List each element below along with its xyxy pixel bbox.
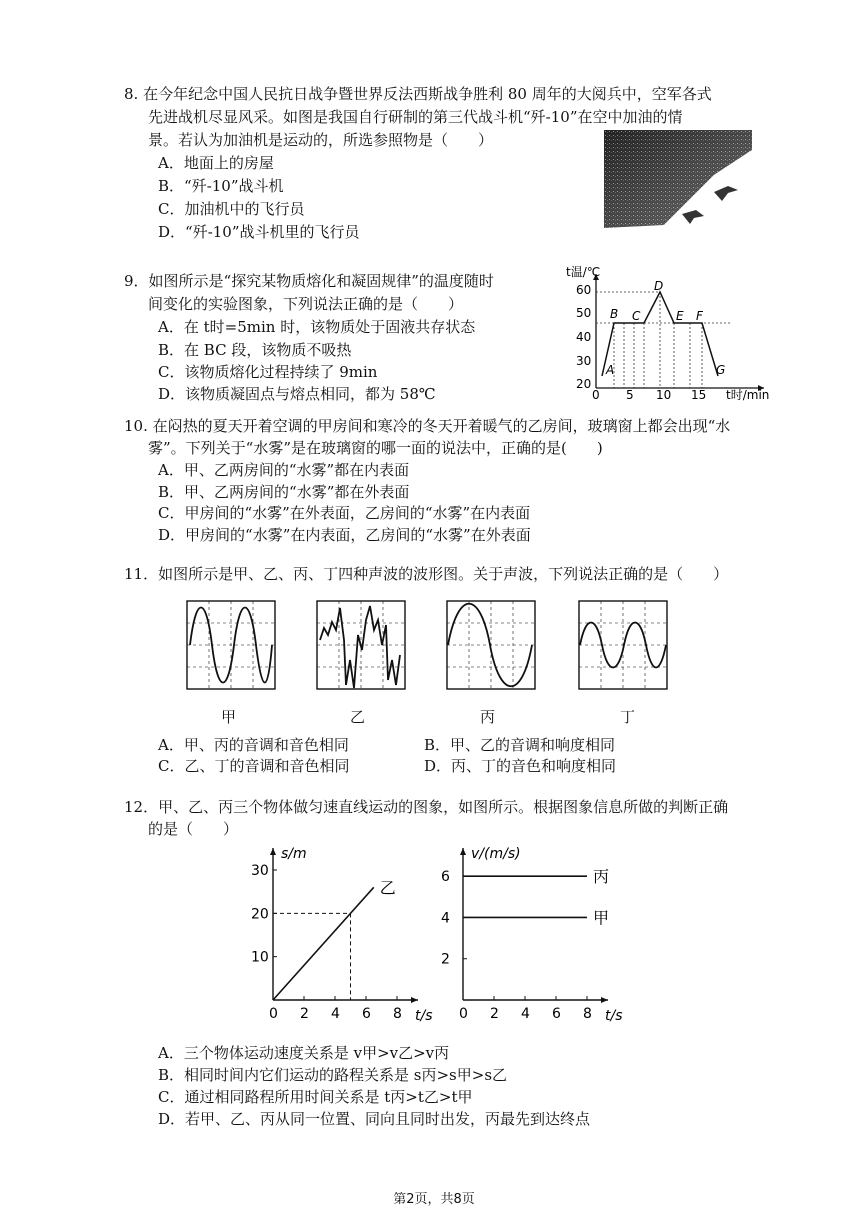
q10-option-b: B．甲、乙两房间的“水雾”都在外表面 <box>158 483 410 501</box>
series-label-0: 乙 <box>379 878 396 898</box>
q9-xlabel: t时/min <box>726 388 770 402</box>
x-tick-label: 0 <box>269 1006 278 1022</box>
refueling-photo <box>604 130 752 228</box>
x-tick-label: 8 <box>393 1006 402 1022</box>
q9-option-b: B．在 BC 段，该物质不吸热 <box>158 341 352 359</box>
q9-temperature-graph <box>566 262 776 402</box>
y-axis-arrow <box>270 848 276 855</box>
x-tick-label: 4 <box>521 1006 530 1022</box>
x-tick-label: 6 <box>552 1006 561 1022</box>
y-axis-label: s/m <box>281 846 307 862</box>
q9-option-c: C．该物质熔化过程持续了 9min <box>158 363 378 381</box>
q9-point-a: A <box>606 363 615 377</box>
x-tick-label: 4 <box>331 1006 340 1022</box>
q10-option-c: C．甲房间的“水雾”在外表面，乙房间的“水雾”在内表面 <box>158 504 531 522</box>
y-tick-label: 20 <box>251 906 269 923</box>
wave-label-jia: 甲 <box>221 708 237 726</box>
q11-option-d: D．丙、丁的音色和响度相同 <box>424 757 617 775</box>
page-footer: 第2页，共8页 <box>393 1192 475 1207</box>
q10-line2: 雾”。下列关于“水雾”是在玻璃窗的哪一面的说法中，正确的是( ) <box>148 439 603 457</box>
q11-option-a: A．甲、丙的音调和音色相同 <box>158 736 349 754</box>
q9-ytick-20: 20 <box>576 377 592 391</box>
series-label-0: 丙 <box>593 867 610 887</box>
q12-option-d: D．若甲、乙、丙从同一位置、同向且同时出发，丙最先到达终点 <box>158 1110 591 1128</box>
y-axis-arrow <box>460 848 466 855</box>
q9-point-d: D <box>654 279 664 293</box>
y-axis-label: v/(m/s) <box>471 846 521 862</box>
q9-point-f: F <box>696 309 703 323</box>
y-tick-label: 6 <box>441 869 450 886</box>
q10-option-d: D．甲房间的“水雾”在内表面，乙房间的“水雾”在外表面 <box>158 526 531 544</box>
q9-ylabel: t温/℃ <box>566 265 601 279</box>
x-tick-label: 8 <box>583 1006 592 1022</box>
q11-line1: 11．如图所示是甲、乙、丙、丁四种声波的波形图。关于声波，下列说法正确的是（ ） <box>124 565 729 583</box>
q12-option-c: C．通过相同路程所用时间关系是 t丙>t乙>t甲 <box>158 1088 473 1106</box>
q11-option-b: B．甲、乙的音调和响度相同 <box>424 736 616 754</box>
q9-ytick-60: 60 <box>576 283 592 297</box>
y-tick-label: 30 <box>251 863 269 879</box>
x-tick-label: 6 <box>362 1006 371 1022</box>
q9-xtick-15: 15 <box>691 388 707 402</box>
q9-ytick-50: 50 <box>576 306 592 320</box>
y-tick-label: 10 <box>251 949 269 966</box>
wave-bing <box>446 600 536 690</box>
q8-option-b: B．“歼-10”战斗机 <box>158 177 284 195</box>
q12-line1: 12．甲、乙、丙三个物体做匀速直线运动的图象，如图所示。根据图象信息所做的判断正确 <box>124 798 729 816</box>
x-axis-label: t/s <box>415 1008 433 1024</box>
q9-point-b: B <box>610 307 619 321</box>
q8-option-c: C．加油机中的飞行员 <box>158 200 305 218</box>
wave-label-bing: 丙 <box>480 708 496 726</box>
q9-line2: 间变化的实验图象，下列说法正确的是（ ） <box>148 295 464 313</box>
x-tick-label: 2 <box>490 1006 499 1022</box>
q9-xtick-0: 0 <box>592 388 600 402</box>
x-axis-label: t/s <box>605 1008 623 1024</box>
wave-label-ding: 丁 <box>620 708 636 726</box>
q8-option-a: A．地面上的房屋 <box>158 154 274 172</box>
q9-point-e: E <box>676 309 684 323</box>
q12-vt-chart <box>430 840 630 1025</box>
wave-label-yi: 乙 <box>350 708 366 726</box>
series-label-1: 甲 <box>593 908 610 928</box>
y-tick-label: 2 <box>441 951 450 968</box>
series-line-0 <box>273 887 374 1000</box>
q11-option-c: C．乙、丁的音调和音色相同 <box>158 757 350 775</box>
q12-option-a: A．三个物体运动速度关系是 v甲>v乙>v丙 <box>158 1044 450 1062</box>
q9-xtick-10: 10 <box>656 388 672 402</box>
q12-option-b: B．相同时间内它们运动的路程关系是 s丙>s甲>s乙 <box>158 1066 508 1084</box>
wave-yi <box>316 600 406 690</box>
x-axis-arrow <box>411 997 418 1003</box>
q9-option-d: D．该物质凝固点与熔点相同，都为 58℃ <box>158 385 436 403</box>
q9-xtick-5: 5 <box>626 388 634 402</box>
q9-option-a: A．在 t时=5min 时，该物质处于固液共存状态 <box>158 318 476 336</box>
q12-line2: 的是（ ） <box>148 820 239 838</box>
q9-point-g: G <box>716 363 726 377</box>
q10-option-a: A．甲、乙两房间的“水雾”都在内表面 <box>158 461 410 479</box>
y-tick-label: 4 <box>441 910 450 927</box>
wave-ding <box>578 600 668 690</box>
q9-point-c: C <box>632 309 641 323</box>
x-axis-arrow <box>601 997 608 1003</box>
q8-line3: 景。若认为加油机是运动的，所选参照物是（ ） <box>148 131 494 149</box>
q12-st-chart <box>240 840 433 1025</box>
q9-line1: 9．如图所示是“探究某物质熔化和凝固规律”的温度随时 <box>124 272 494 290</box>
q8-line2: 先进战机尽显风采。如图是我国自行研制的第三代战斗机“歼-10”在空中加油的情 <box>148 108 683 126</box>
x-tick-label: 2 <box>300 1006 309 1022</box>
q8-line1: 8. 在今年纪念中国人民抗日战争暨世界反法西斯战争胜利 80 周年的大阅兵中，空军各式 <box>124 85 712 103</box>
q8-option-d: D．“歼-10”战斗机里的飞行员 <box>158 223 360 241</box>
q10-line1: 10. 在闷热的夏天开着空调的甲房间和寒冷的冬天开着暖气的乙房间，玻璃窗上都会出现“水 <box>124 417 731 435</box>
x-tick-label: 0 <box>459 1006 468 1022</box>
wave-jia <box>186 600 276 690</box>
q9-ytick-30: 30 <box>576 354 592 368</box>
q9-ytick-40: 40 <box>576 330 592 344</box>
